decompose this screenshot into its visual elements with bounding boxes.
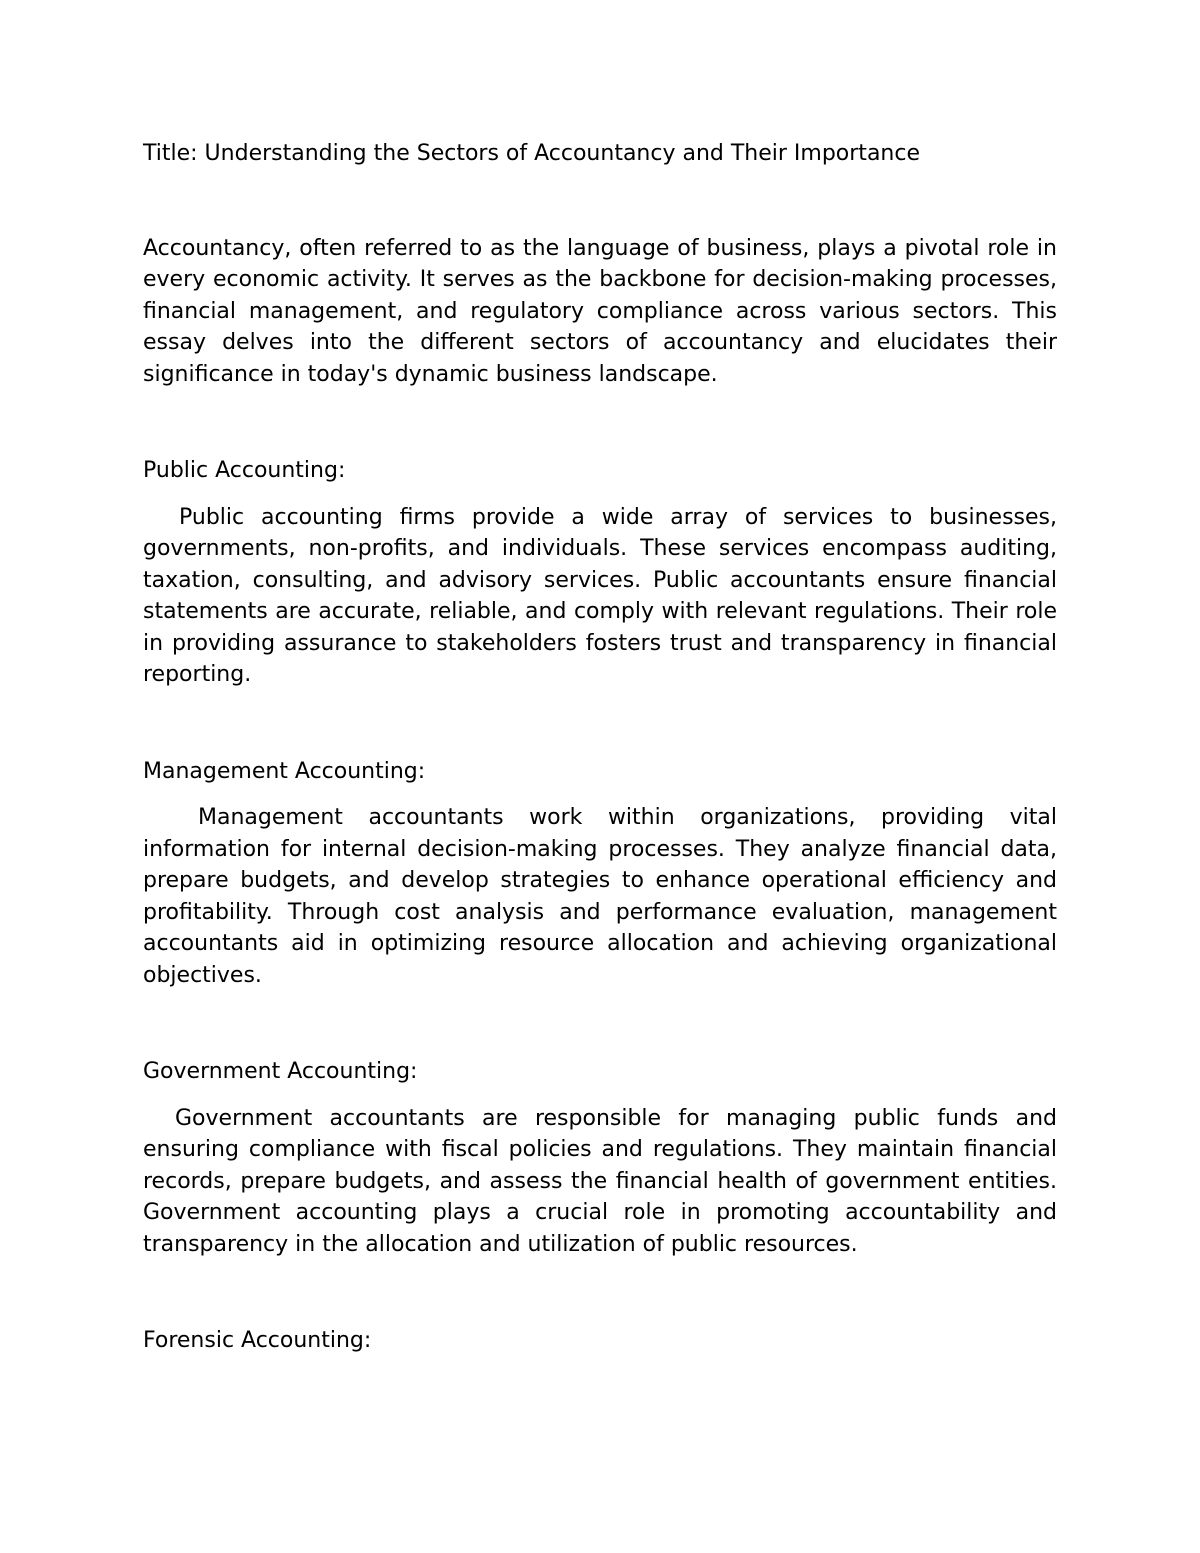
document-page <box>143 138 1057 1357</box>
section-body-public-accounting: Public accounting firms provide a wide array of services to businesses, governments, non-profits, and individuals. These services encompass auditing, taxation, consulting, and advisory services. Public accountants ensure financial statements are accurate, reliable, and comply with relevant regulations. Their role in providing assurance to stakeholders fosters trust and transparency in financial reporting. <box>143 504 1057 687</box>
section-heading-forensic-accounting: Forensic Accounting: <box>143 1328 372 1353</box>
document-title: Title: Understanding the Sectors of Accountancy and Their Importance <box>143 141 920 166</box>
intro-paragraph: Accountancy, often referred to as the language of business, plays a pivotal role in every economic activity. It serves as the backbone for decision-making processes, financial management, and regulatory compliance across various sectors. This essay delves into the different sectors of accountancy and elucidates their significance in today's dynamic business landscape. <box>143 235 1057 387</box>
section-body-management-accounting: Management accountants work within organizations, providing vital information for internal decision-making processes. They analyze financial data, prepare budgets, and develop strategies to enhance operational efficiency and profitability. Through cost analysis and performance evaluation, management accountants aid in optimizing resource allocation and achieving organizational objectives. <box>143 805 1057 988</box>
section-heading-government-accounting: Government Accounting: <box>143 1059 418 1084</box>
section-body-government-accounting: Government accountants are responsible for managing public funds and ensuring compliance with fiscal policies and regulations. They maintain financial records, prepare budgets, and assess the financial health of government entities. Government accounting plays a crucial role in promoting accountability and transparency in the allocation and utilization of public resources. <box>143 1105 1057 1257</box>
section-heading-management-accounting: Management Accounting: <box>143 758 426 784</box>
section-heading-public-accounting: Public Accounting: <box>143 458 346 483</box>
